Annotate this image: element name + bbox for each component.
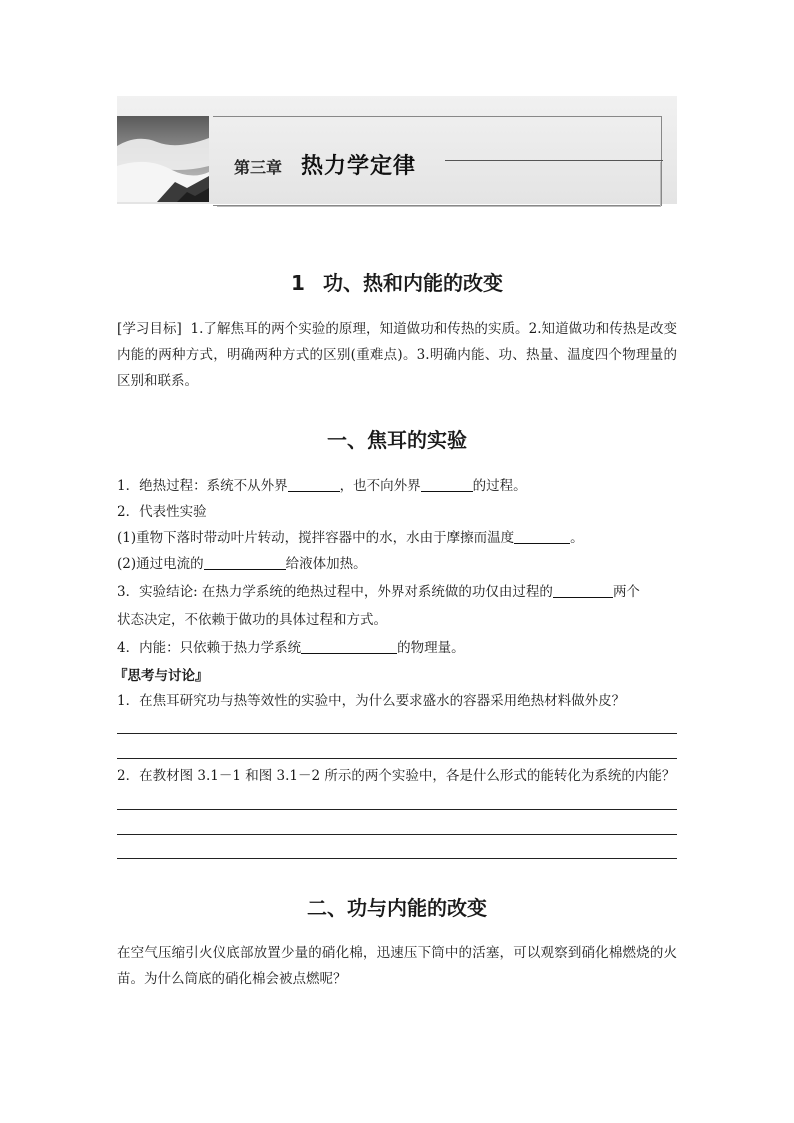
item-text: 4．内能：只依赖于热力学系统	[117, 640, 302, 656]
question-text: 2．在教材图 3.1－1 和图 3.1－2 所示的两个实验中，各是什么形式的能转化为系统的内能？	[117, 768, 676, 784]
item-text: 2．代表性实验	[117, 504, 207, 520]
list-item	[117, 528, 679, 548]
banner-frame-shadow	[217, 162, 661, 207]
list-item	[117, 638, 679, 658]
item-text: 的过程。	[472, 478, 527, 494]
chapter-banner	[117, 96, 677, 208]
answer-line[interactable]	[117, 834, 677, 835]
item-text: 两个	[612, 584, 640, 600]
fill-blank[interactable]	[204, 555, 286, 570]
item-text: ，也不向外界	[339, 478, 421, 494]
item-text: 3．实验结论: 在热力学系统的绝热过程中，外界对系统做的功仅由过程的	[117, 584, 553, 600]
fill-blank[interactable]	[553, 583, 613, 598]
list-item	[117, 582, 679, 602]
learning-goals-text: 1.了解焦耳的两个实验的原理，知道做功和传热的实质。2.知道做功和传热是改变内能的两种方式，明确两种方式的区别(重难点)。3.明确内能、功、热量、温度四个物理量的区别和联系。	[117, 321, 677, 389]
section-title-joule-experiment: 一、焦耳的实验	[327, 428, 467, 452]
item-text: (2)通过电流的	[117, 556, 204, 572]
fill-blank[interactable]	[514, 529, 570, 544]
fill-blank[interactable]	[288, 477, 340, 492]
learning-goals	[117, 316, 677, 394]
section-title-work-internal-energy: 二、功与内能的改变	[307, 896, 487, 920]
chapter-title: 热力学定律	[301, 154, 417, 179]
fill-blank[interactable]	[421, 477, 473, 492]
answer-line[interactable]	[117, 758, 677, 759]
item-text: 给液体加热。	[285, 556, 367, 572]
item-text: 。	[570, 530, 584, 546]
item-text: (1)重物下落时带动叶片转动，搅拌容器中的水，水由于摩擦而温度	[117, 530, 515, 546]
question-text: 1．在焦耳研究功与热等效性的实验中，为什么要求盛水的容器采用绝热材料做外皮？	[117, 693, 626, 709]
mountain-cloud-image	[117, 116, 209, 202]
list-item	[117, 610, 679, 630]
answer-line[interactable]	[117, 858, 677, 859]
section2-paragraph: 在空气压缩引火仪底部放置少量的硝化棉，迅速压下筒中的活塞，可以观察到硝化棉燃烧的火苗。为什么筒底的硝化棉会被点燃呢？	[117, 945, 677, 987]
list-item	[117, 554, 679, 574]
item-text: 1．绝热过程：系统不从外界	[117, 478, 288, 494]
list-item	[117, 476, 679, 496]
item-text: 的物理量。	[397, 640, 465, 656]
answer-line[interactable]	[117, 733, 677, 734]
list-item	[117, 502, 679, 522]
lesson-title	[0, 267, 794, 296]
answer-line[interactable]	[117, 809, 677, 810]
lesson-title-text: 功、热和内能的改变	[322, 271, 503, 295]
fill-blank[interactable]	[301, 639, 397, 654]
think-discuss-label: 『思考与讨论』	[114, 668, 209, 684]
learning-goals-label: [学习目标]	[117, 321, 182, 337]
chapter-number: 第三章	[234, 158, 283, 177]
banner-rule	[445, 160, 663, 161]
item-text: 状态决定，不依赖于做功的具体过程和方式。	[117, 612, 387, 628]
lesson-number: 1	[291, 271, 305, 295]
